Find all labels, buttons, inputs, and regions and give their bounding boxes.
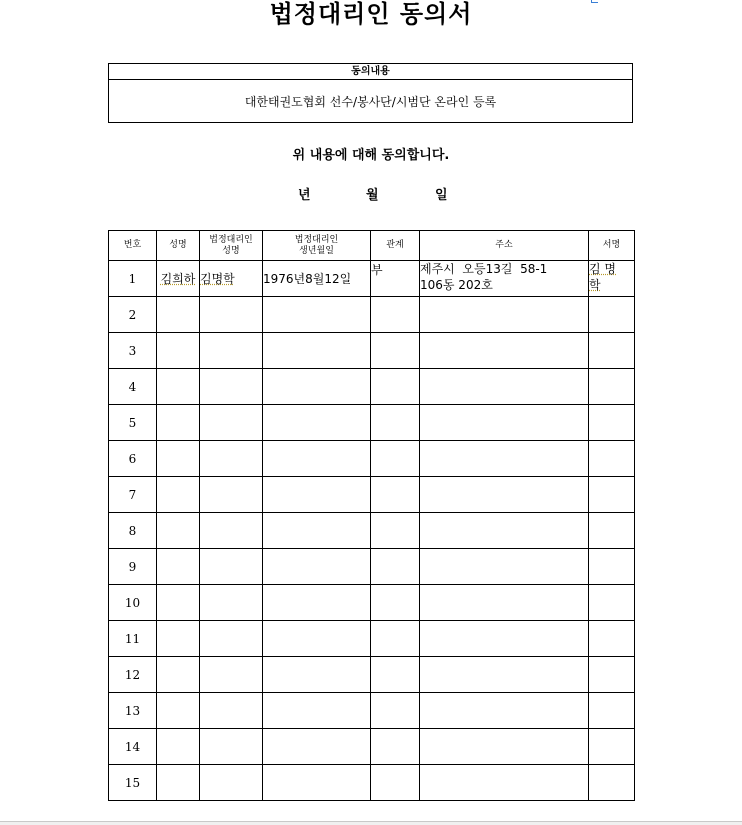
consent-body: 대한태권도협회 선수/봉사단/시범단 온라인 등록 <box>244 95 497 109</box>
row-number: 1 <box>109 261 157 297</box>
row-name <box>157 621 200 657</box>
row-name <box>157 261 200 297</box>
row-number: 12 <box>109 657 157 693</box>
row-number: 6 <box>109 441 157 477</box>
row-name <box>157 333 200 369</box>
row-guardian-name <box>200 585 263 621</box>
row-guardian-name <box>200 729 263 765</box>
row-relation <box>371 729 420 765</box>
row-guardian-name <box>200 441 263 477</box>
row-address <box>420 477 589 513</box>
row-signature <box>589 513 635 549</box>
row-guardian-name <box>200 765 263 801</box>
header-guardian-name-line2: 성명 <box>222 245 240 256</box>
row-address <box>420 333 589 369</box>
row-relation <box>371 585 420 621</box>
row-address <box>420 513 589 549</box>
row-address <box>420 693 589 729</box>
row-guardian-name <box>200 405 263 441</box>
row-guardian-birth: 1976년8월12일 <box>263 261 371 297</box>
document-title: 법정대리인 동의서 <box>269 0 473 28</box>
header-relation: 관계 <box>371 231 420 261</box>
table-row <box>109 297 635 333</box>
row-signature <box>589 657 635 693</box>
row-guardian-name <box>200 621 263 657</box>
table-row <box>109 693 635 729</box>
row-guardian-birth <box>263 621 371 657</box>
row-signature-line1: 김 명 <box>589 262 616 276</box>
row-guardian-name <box>200 657 263 693</box>
date-day-label: 일 <box>435 188 448 203</box>
row-guardian-birth <box>263 729 371 765</box>
row-guardian-birth <box>263 513 371 549</box>
row-number: 4 <box>109 369 157 405</box>
header-name: 성명 <box>157 231 200 261</box>
table-row <box>109 585 635 621</box>
cursor-mark-icon <box>591 0 598 3</box>
table-row <box>109 513 635 549</box>
table-row <box>109 369 635 405</box>
row-guardian-birth <box>263 657 371 693</box>
table-row <box>109 477 635 513</box>
row-guardian-name <box>200 513 263 549</box>
row-signature <box>589 405 635 441</box>
table-row <box>109 261 635 297</box>
row-address <box>420 729 589 765</box>
row-guardian-birth <box>263 585 371 621</box>
row-guardian-name <box>200 693 263 729</box>
row-relation <box>371 333 420 369</box>
row-guardian-name-text: 김명학 <box>200 272 235 286</box>
row-address <box>420 297 589 333</box>
consent-box <box>108 63 633 123</box>
row-address <box>420 621 589 657</box>
row-signature <box>589 477 635 513</box>
row-guardian-birth <box>263 405 371 441</box>
table-row <box>109 729 635 765</box>
row-signature <box>589 369 635 405</box>
row-name-text: 김희하 <box>160 272 196 286</box>
row-guardian-birth <box>263 441 371 477</box>
row-signature <box>589 297 635 333</box>
row-address <box>420 585 589 621</box>
table-row <box>109 405 635 441</box>
row-address <box>420 261 589 297</box>
row-guardian-name <box>200 297 263 333</box>
row-name <box>157 585 200 621</box>
row-number: 3 <box>109 333 157 369</box>
agreement-statement: 위 내용에 대해 동의합니다. <box>292 148 450 163</box>
table-row <box>109 657 635 693</box>
table-row <box>109 765 635 801</box>
row-relation <box>371 441 420 477</box>
row-guardian-birth <box>263 765 371 801</box>
header-guardian-name <box>200 231 263 261</box>
consent-header: 동의내용 <box>109 64 632 80</box>
row-guardian-birth <box>263 693 371 729</box>
row-address <box>420 549 589 585</box>
row-guardian-birth <box>263 549 371 585</box>
row-signature <box>589 729 635 765</box>
row-address-line1: 제주시 오등13길 58-1 <box>420 262 548 276</box>
row-name <box>157 765 200 801</box>
row-signature <box>589 261 635 297</box>
row-name <box>157 549 200 585</box>
row-name <box>157 657 200 693</box>
row-address <box>420 441 589 477</box>
date-year-label: 년 <box>298 188 311 203</box>
row-number: 10 <box>109 585 157 621</box>
row-address <box>420 369 589 405</box>
row-guardian-birth <box>263 333 371 369</box>
header-address: 주소 <box>420 231 589 261</box>
row-relation: 부 <box>371 261 420 297</box>
row-address <box>420 657 589 693</box>
row-relation <box>371 621 420 657</box>
row-guardian-birth <box>263 297 371 333</box>
row-signature <box>589 765 635 801</box>
row-signature <box>589 585 635 621</box>
row-relation <box>371 405 420 441</box>
guardian-table <box>108 230 635 801</box>
table-row <box>109 333 635 369</box>
row-number: 9 <box>109 549 157 585</box>
row-address <box>420 405 589 441</box>
row-relation <box>371 657 420 693</box>
row-address-line2: 106동 202호 <box>420 278 493 292</box>
row-signature <box>589 549 635 585</box>
row-relation <box>371 477 420 513</box>
row-number: 8 <box>109 513 157 549</box>
table-row <box>109 549 635 585</box>
header-guardian-birth <box>263 231 371 261</box>
row-number: 13 <box>109 693 157 729</box>
row-signature-line2: 학 <box>589 278 601 292</box>
row-relation <box>371 693 420 729</box>
row-number: 5 <box>109 405 157 441</box>
row-relation <box>371 549 420 585</box>
row-address <box>420 765 589 801</box>
table-header-row <box>109 231 635 261</box>
header-guardian-name-line1: 법정대리인 <box>209 234 253 245</box>
row-number: 11 <box>109 621 157 657</box>
row-relation <box>371 513 420 549</box>
header-signature: 서명 <box>589 231 635 261</box>
row-number: 7 <box>109 477 157 513</box>
row-signature <box>589 621 635 657</box>
row-guardian-name <box>200 549 263 585</box>
row-number: 2 <box>109 297 157 333</box>
row-name <box>157 693 200 729</box>
row-name <box>157 441 200 477</box>
page-bottom-edge <box>0 821 742 825</box>
row-signature <box>589 441 635 477</box>
header-no: 번호 <box>109 231 157 261</box>
row-relation <box>371 369 420 405</box>
row-guardian-birth <box>263 477 371 513</box>
row-name <box>157 369 200 405</box>
row-guardian-name <box>200 261 263 297</box>
row-guardian-name <box>200 333 263 369</box>
row-name <box>157 477 200 513</box>
table-row <box>109 621 635 657</box>
row-guardian-birth <box>263 369 371 405</box>
row-name <box>157 513 200 549</box>
row-signature <box>589 333 635 369</box>
row-guardian-name <box>200 477 263 513</box>
row-signature <box>589 693 635 729</box>
header-guardian-birth-line2: 생년월일 <box>299 245 334 256</box>
header-guardian-birth-line1: 법정대리인 <box>294 234 339 245</box>
row-number: 14 <box>109 729 157 765</box>
row-number: 15 <box>109 765 157 801</box>
row-relation <box>371 297 420 333</box>
row-relation <box>371 765 420 801</box>
row-guardian-name <box>200 369 263 405</box>
row-name <box>157 297 200 333</box>
date-month-label: 월 <box>366 188 379 203</box>
row-name <box>157 729 200 765</box>
row-name <box>157 405 200 441</box>
table-row <box>109 441 635 477</box>
